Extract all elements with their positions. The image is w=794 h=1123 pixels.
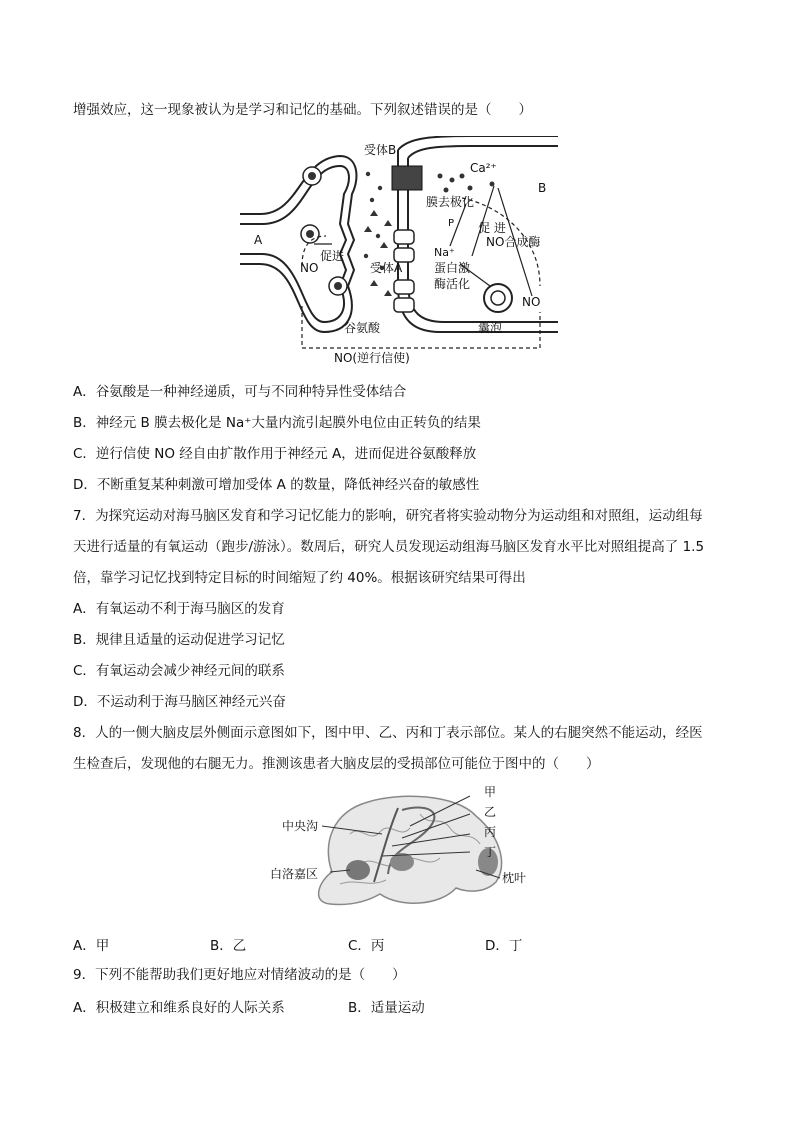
q7-stem-2: 天进行适量的有氧运动（跑步/游泳）。数周后，研究人员发现运动组海马脑区发育水平比对照组提高了 1.5 (73, 539, 705, 555)
q7-stem-1: 7．为探究运动对海马脑区发育和学习记忆能力的影响，研究者将实验动物分为运动组和对照组，运动组每 (73, 508, 703, 524)
q8-stem-2: 生检查后，发现他的右腿无力。推测该患者大脑皮层的受损部位可能位于图中的（ ） (73, 756, 600, 772)
label-neuron-a: A (254, 233, 263, 247)
label-receptor-b: 受体B (364, 143, 397, 157)
label-retrograde: NO(逆行信使) (334, 351, 410, 365)
brain-label-broca: 白洛嘉区 (270, 867, 319, 881)
q8-option-a: A．甲 (73, 938, 110, 954)
q8-option-d: D．丁 (485, 938, 523, 954)
q7-option-b: B．规律且适量的运动促进学习记忆 (73, 632, 285, 648)
q6-option-b: B．神经元 B 膜去极化是 Na⁺大量内流引起膜外电位由正转负的结果 (73, 415, 481, 431)
q6-option-a: A．谷氨酸是一种神经递质，可与不同种特异性受体结合 (73, 384, 407, 400)
label-kinase-1: 蛋白激 (434, 261, 471, 275)
label-kinase-2: 酶活化 (434, 277, 471, 291)
label-receptor-a: 受体A (370, 261, 403, 275)
q9-option-b: B．适量运动 (348, 1000, 425, 1016)
q7-stem-3: 倍，靠学习记忆找到特定目标的时间缩短了约 40%。根据该研究结果可得出 (73, 570, 526, 586)
label-no-right: NO (522, 295, 541, 309)
q8-option-c: C．丙 (348, 938, 385, 954)
brain-label-central-sulcus: 中央沟 (282, 819, 319, 833)
label-no-left: NO (300, 261, 319, 275)
q8-option-b: B．乙 (210, 938, 247, 954)
synapse-diagram (240, 136, 560, 368)
q7-option-d: D．不运动利于海马脑区神经元兴奋 (73, 694, 286, 710)
label-promote-right: 促 进 (478, 221, 506, 235)
q9-option-a: A．积极建立和维系良好的人际关系 (73, 1000, 285, 1016)
brain-label-yi: 乙 (484, 805, 497, 819)
brain-label-bing: 丙 (484, 825, 497, 839)
question-6-intro: 增强效应，这一现象被认为是学习和记忆的基础。下列叙述错误的是（ ） (73, 102, 532, 118)
brain-label-jia: 甲 (484, 785, 497, 799)
label-na: Na⁺ (434, 246, 455, 259)
brain-label-ding: 丁 (484, 845, 497, 859)
label-p: P (448, 218, 455, 229)
label-neuron-b: B (538, 181, 547, 195)
q8-stem-1: 8．人的一侧大脑皮层外侧面示意图如下，图中甲、乙、丙和丁表示部位。某人的右腿突然不能运动，经医 (73, 725, 703, 741)
label-promote-left: 促进 (320, 249, 345, 263)
q6-option-c: C．逆行信使 NO 经自由扩散作用于神经元 A，进而促进谷氨酸释放 (73, 446, 477, 462)
q9-stem: 9．下列不能帮助我们更好地应对情绪波动的是（ ） (73, 967, 406, 983)
brain-diagram (270, 784, 530, 914)
q6-option-d: D．不断重复某种刺激可增加受体 A 的数量，降低神经兴奋的敏感性 (73, 477, 480, 493)
q9-options (73, 996, 553, 1016)
brain-label-occipital: 枕叶 (502, 871, 527, 885)
label-glutamate: 谷氨酸 (344, 321, 381, 335)
label-ca: Ca²⁺ (470, 161, 497, 175)
q8-options (73, 934, 553, 954)
q7-option-a: A．有氧运动不利于海马脑区的发育 (73, 601, 285, 617)
label-depolarization: 膜去极化 (426, 195, 475, 209)
q7-option-c: C．有氧运动会减少神经元间的联系 (73, 663, 285, 679)
label-vesicle: 囊泡 (478, 321, 503, 335)
label-no-synthase: NO合成酶 (486, 235, 541, 249)
